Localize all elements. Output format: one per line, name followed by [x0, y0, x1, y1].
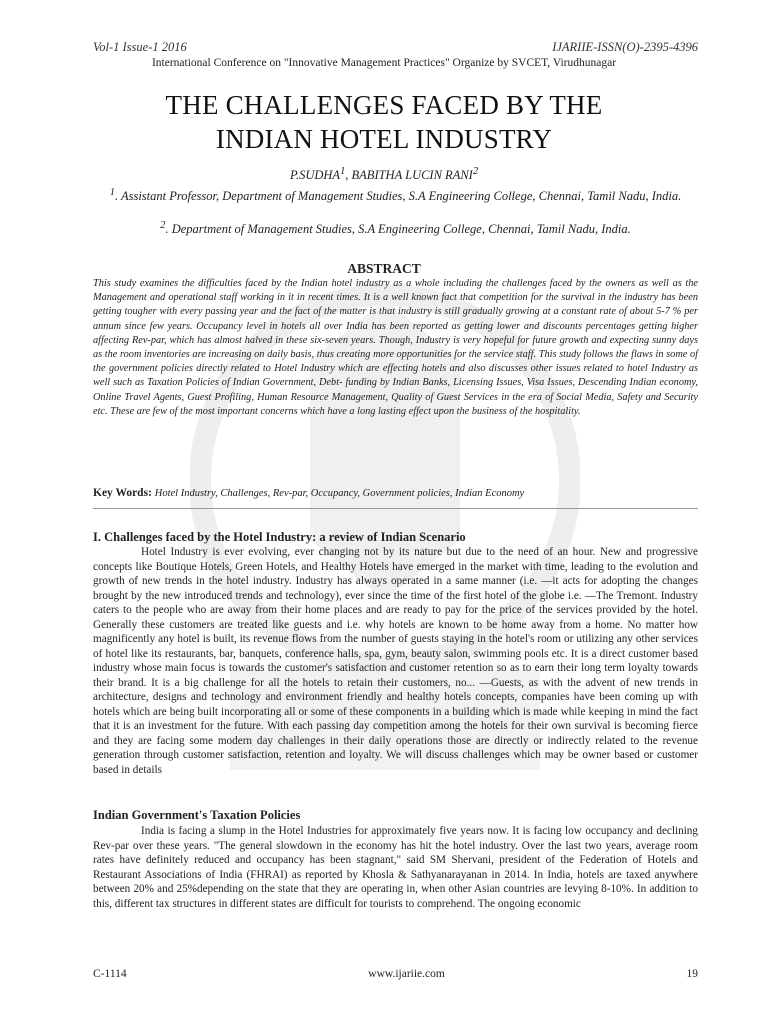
author-1-sup: 1 [340, 166, 346, 177]
keywords [93, 487, 698, 499]
keywords-text: Hotel Industry, Challenges, Rev-par, Occupancy, Government policies, Indian Economy [154, 488, 525, 499]
page-number: 19 [686, 968, 698, 980]
abstract-body: This study examines the difficulties faced by the Indian hotel industry as a whole including the challenges faced by the owners as well as the Management and operational staff working in it in recent times. It is a well known fact that competition for the survival in the industry has been getting tougher with every passing year and the fact of the matter is that industry is still gradually growing at a constant rate of about 5-7 % per annum since few years. Occupancy level in hotels all over India has been reported as getting lower and discounts percentages getting higher affecting Rev-par, which has almost halved in these six-seven years. Though, Industry is very hopeful for future growth and expecting sunny days as the room inventories are increasing on daily basis, thus creating more opportunities for the service staff. This study follows the flaws in some of the government policies directly related to Hotel Industry which are effecting hotels and also discusses other issues related to hotel Industry as well such as Taxation Policies of Indian Government, Debt- funding by Indian Banks, Licensing Issues, Visa Issues, Descending Indian economy, Online Travel Agents, Guest Profiling, Human Resource Management, Quality of Guest Services in the era of Social Media, Safety and Security etc. These are few of the most important concerns which have a long lasting effect upon the business of the hospitality. [93, 278, 698, 417]
volume-issue: Vol-1 Issue-1 2016 [93, 40, 187, 54]
divider [93, 508, 698, 509]
affiliation-2-text: . Department of Management Studies, S.A Engineering College, Chennai, Tamil Nadu, India. [165, 222, 631, 237]
author-2-sup: 2 [472, 166, 479, 177]
paper-title [0, 88, 768, 156]
affiliation-1-text: . Assistant Professor, Department of Management Studies, S.A Engineering College, Chennai, Tamil Nadu, India. [114, 189, 682, 204]
keywords-label: Key Words: [93, 487, 152, 499]
affiliation-2-sup: 2 [160, 220, 166, 231]
title-line-1: THE CHALLENGES FACED BY THE [165, 90, 603, 120]
conference-line: International Conference on "Innovative Management Practices" Organize by SVCET, Virudhunagar [151, 57, 617, 69]
author-2: BABITHA LUCIN RANI [351, 168, 473, 183]
issn: IJARIIE-ISSN(O)-2395-4396 [552, 40, 698, 54]
footer-url[interactable]: www.ijariie.com [368, 968, 445, 980]
affiliation-1-sup: 1 [109, 187, 115, 198]
title-line-2: INDIAN HOTEL INDUSTRY [215, 124, 553, 154]
section-1-heading: I. Challenges faced by the Hotel Industry: a review of Indian Scenario [93, 530, 466, 544]
section-1-paragraph [93, 545, 698, 777]
author-1: P.SUDHA [289, 168, 341, 183]
author-separator: , [345, 168, 352, 183]
running-header [93, 40, 698, 55]
footer-code: C-1114 [93, 968, 127, 980]
section-2-body: India is facing a slump in the Hotel Industries for approximately five years now. It is facing low occupancy and declining Rev-par over these years. "The general slowdown in the economy has hit the hotel industry. Over the last two years, average room rates have definitely reduced and occupancy has been stagnant," said SM Shervani, president of the Federation of Hotels and Restaurant Associations of India (FHRAI) as reported by Khosla & Sathyanarayanan in 2014. In India, hotels are taxed anywhere between 20% and 25%depending on the state that they are operating in, when other Asian countries are levying 8-10%. In addition to this, different tax structures in different states are difficult for tourists to comprehend. The ongoing economic [93, 825, 698, 910]
section-2-paragraph [93, 824, 698, 911]
affiliation-2 [93, 217, 698, 238]
section-2-heading: Indian Government's Taxation Policies [93, 808, 301, 822]
affiliation-1 [93, 184, 698, 205]
page-footer [93, 968, 698, 980]
section-1-body: Hotel Industry is ever evolving, ever changing not by its nature but due to the need of an hour. New and progressive concepts like Boutique Hotels, Green Hotels, and Healthy Hotels have emerged in the market with time, leading to the evolution and growth of new trends in the hotel industry. Industry has always operated in a same manner (i.e. —it acts for adopting the changes brought by the new introduced trends and technology), ever since the time of the first hotel of the globe i.e. —The Tremont. Industry caters to the people who are away from their home places and are ready to pay for the price of the services provided by the hotel. Generally these customers are treated like guests and i.e. why hotels are known to be home away from a home. No matter how magnificently any hotel is built, its revenue flows from the number of guests staying in the hotel's room or utilizing any other services of hotel like its restaurants, bar, banquets, conference halls, spa, gym, beauty salon, swimming pools etc. It is a direct customer based industry whose main focus is towards the customer's satisfaction and customer retention so as to earn their long term loyalty towards their brand. It is a big challenge for all the hotels to retain their customers, no... —Guests, as with the advent of new trends in architecture, designs and technology and environment friendly and healthy hotels concepts, companies have been coming up with hotels which are being built incorporating all or some of these components in a building which is made while keeping in mind the fact that it is an investment for the future. With each passing day competition among the hotels for their own survival is becoming fierce and they are facing some modern day challenges in their daily operations those are directly or indirectly related to the revenue generation through customer satisfaction, retention and loyalty. We will discuss challenges which may be owner based or customer based in details [93, 546, 698, 776]
author-list [0, 166, 768, 183]
abstract-heading: ABSTRACT [347, 261, 421, 276]
